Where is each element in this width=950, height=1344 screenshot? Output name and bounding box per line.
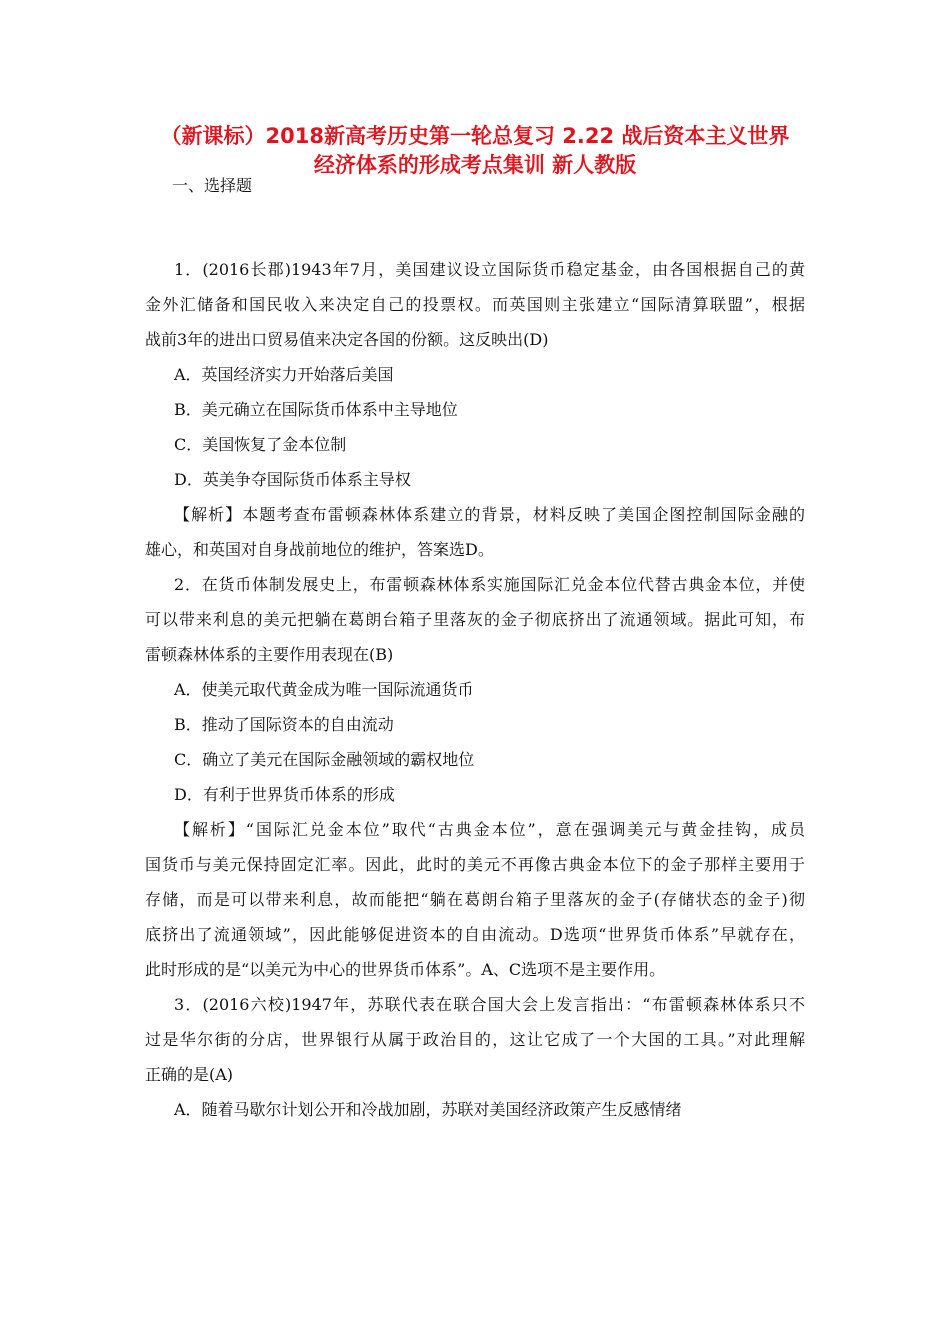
- text-line: 【解析】“国际汇兑金本位”取代“古典金本位”，意在强调美元与黄金挂钩，成员: [174, 820, 805, 839]
- question-1-option-d: D．英美争夺国际货币体系主导权: [174, 470, 411, 489]
- text-line: 【解析】本题考查布雷顿森林体系建立的背景，材料反映了美国企图控制国际金融的: [174, 505, 805, 524]
- question-1-analysis: [145, 497, 805, 567]
- text-line: 过是华尔街的分店，世界银行从属于政治目的，这让它成了一个大国的工具。”对此理解: [145, 1030, 805, 1049]
- question-2-option-a: A．使美元取代黄金成为唯一国际流通货币: [174, 680, 474, 699]
- question-1-stem: [145, 252, 805, 357]
- text-line: 底挤出了流通领域”，因此能够促进资本的自由流动。D选项“世界货币体系”早就存在，: [145, 925, 805, 944]
- question-1-option-a: A．英国经济实力开始落后美国: [174, 365, 394, 384]
- question-1-option-c: C．美国恢复了金本位制: [174, 435, 347, 454]
- title-line-2: 经济体系的形成考点集训 新人教版: [313, 153, 637, 177]
- text-line: 此时形成的是“以美元为中心的世界货币体系”。A、C选项不是主要作用。: [145, 960, 666, 979]
- text-line: 雄心，和英国对自身战前地位的维护，答案选D。: [145, 540, 494, 559]
- text-line: 3．(2016六校)1947年，苏联代表在联合国大会上发言指出：“布雷顿森林体系只不: [174, 995, 805, 1014]
- question-1-option-b: B．美元确立在国际货币体系中主导地位: [174, 400, 458, 419]
- question-3-stem: [145, 987, 805, 1092]
- text-line: 可以带来利息的美元把躺在葛朗台箱子里落灰的金子彻底挤出了流通领域。据此可知，布: [145, 610, 805, 629]
- text-line: 国货币与美元保持固定汇率。因此，此时的美元不再像古典金本位下的金子那样主要用于: [145, 855, 805, 874]
- text-line: 正确的是(A): [145, 1065, 234, 1084]
- title-line-1: （新课标）2018新高考历史第一轮总复习 2.22 战后资本主义世界: [160, 124, 790, 148]
- document-body: [145, 252, 805, 1127]
- document-title: [130, 122, 820, 180]
- section-heading: 一、选择题: [172, 176, 253, 195]
- text-line: 1．(2016长郡)1943年7月，美国建议设立国际货币稳定基金，由各国根据自己的黄: [174, 260, 805, 279]
- question-2-option-d: D．有利于世界货币体系的形成: [174, 785, 395, 804]
- question-2-analysis: [145, 812, 805, 987]
- question-2-option-b: B．推动了国际资本的自由流动: [174, 715, 394, 734]
- question-3-option-a: A．随着马歇尔计划公开和冷战加剧，苏联对美国经济政策产生反感情绪: [174, 1100, 682, 1119]
- text-line: 战前3年的进出口贸易值来决定各国的份额。这反映出(D): [145, 330, 549, 349]
- text-line: 雷顿森林体系的主要作用表现在(B): [145, 645, 394, 664]
- text-line: 金外汇储备和国民收入来决定自己的投票权。而英国则主张建立“国际清算联盟”，根据: [145, 295, 805, 314]
- text-line: 2．在货币体制发展史上，布雷顿森林体系实施国际汇兑金本位代替古典金本位，并使: [174, 575, 805, 594]
- text-line: 存储，而是可以带来利息，故而能把“躺在葛朗台箱子里落灰的金子(存储状态的金子)彻: [145, 890, 805, 909]
- question-2-stem: [145, 567, 805, 672]
- question-2-option-c: C．确立了美元在国际金融领域的霸权地位: [174, 750, 475, 769]
